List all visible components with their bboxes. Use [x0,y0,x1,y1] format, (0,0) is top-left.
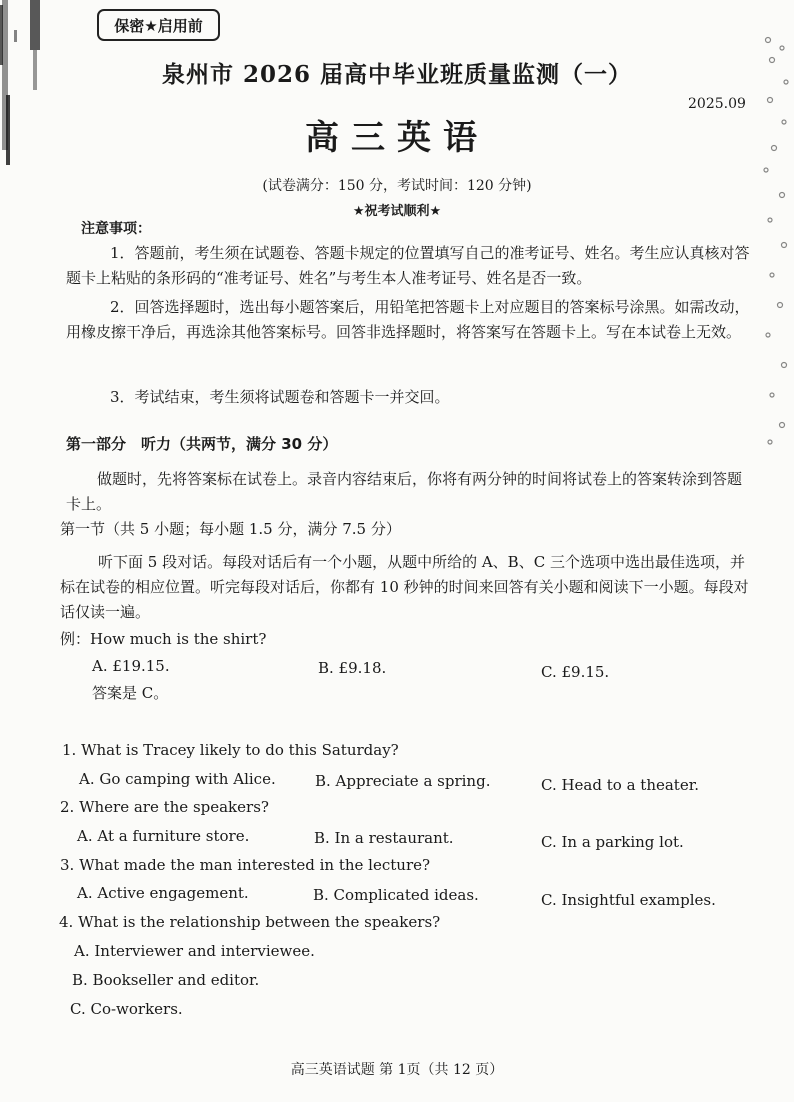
option-c: C. In a parking lot. [541,833,684,851]
exam-title: 泉州市 2026 届高中毕业班质量监测（一） [161,61,633,88]
question-text: 3. What made the man interested in the lecture? [60,856,431,874]
note-item: 1．答题前，考生须在试题卷、答题卡规定的位置填写自己的准考证号、姓名。考生应认真核对答题卡上粘贴的条形码的“准考证号、姓名”与考生本人准考证号、姓名是否一致。 [66,244,750,287]
part-heading: 第一部分 听力（共两节，满分 30 分） [66,435,338,453]
exam-meta: (试卷满分：150 分，考试时间：120 分钟) [262,178,532,194]
option-b: B. Bookseller and editor. [72,971,260,989]
option-c: C. Co-workers. [70,1000,183,1018]
option-a: A. Interviewer and interviewee. [74,942,315,960]
option-a: A. At a furniture store. [77,827,250,845]
exam-date: 2025.09 [688,96,746,112]
example-option-c: C. £9.15. [541,663,610,681]
section-heading: 第一节（共 5 小题；每小题 1.5 分，满分 7.5 分） [60,520,401,538]
question-text: 4. What is the relationship between the speakers? [59,913,441,931]
question-text: 2. Where are the speakers? [60,798,269,816]
option-c: C. Insightful examples. [541,891,716,909]
option-b: B. Complicated ideas. [313,886,479,904]
note-item: 2．回答选择题时，选出每小题答案后，用铅笔把答题卡上对应题目的答案标号涂黑。如需改动，用橡皮擦干净后，再选涂其他答案标号。回答非选择题时，将答案写在答题卡上。写在本试卷上无效。 [66,298,750,341]
question-text: 1. What is Tracey likely to do this Saturday? [62,741,399,759]
part-instruction: 做题时，先将答案标在试卷上。录音内容结束后，你将有两分钟的时间将试卷上的答案转涂到答题卡上。 [66,470,743,513]
page-footer: 高三英语试题 第 1页（共 12 页） [290,1062,504,1078]
option-b: B. Appreciate a spring. [315,772,491,790]
notes-heading: 注意事项： [81,221,151,237]
good-luck-line: ★祝考试顺利★ [352,204,442,219]
scan-binding-holes [758,30,794,450]
note-item: 3．考试结束，考生须将试题卷和答题卡一并交回。 [110,388,450,406]
example-answer: 答案是 C。 [92,684,169,702]
example-question: 例：How much is the shirt? [60,630,267,648]
confidential-stamp: 保密★启用前 [97,9,220,41]
option-b: B. In a restaurant. [314,829,454,847]
subject-title: 高三英语 [305,118,489,158]
option-c: C. Head to a theater. [541,776,699,794]
example-option-b: B. £9.18. [318,659,387,677]
option-a: A. Active engagement. [77,884,249,902]
option-a: A. Go camping with Alice. [79,770,276,788]
example-option-a: A. £19.15. [92,657,170,675]
section-instruction: 听下面 5 段对话。每段对话后有一个小题，从题中所给的 A、B、C 三个选项中选出最佳选项，并标在试卷的相应位置。听完每段对话后，你都有 10 秒钟的时间来回答有关小题和阅读下一小题。每段对话仅读一遍。 [60,553,749,621]
